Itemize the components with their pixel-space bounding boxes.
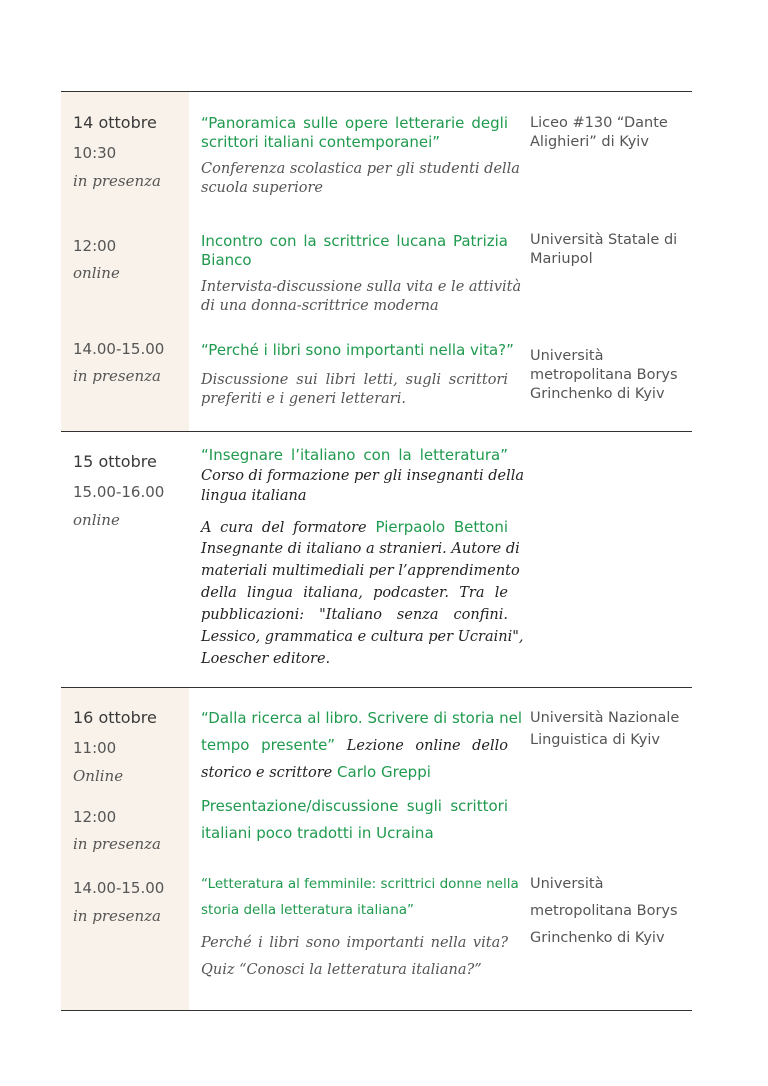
session-location-line: metropolitana Borys [530,903,678,919]
session-description-line: preferiti e i generi letterari. [201,391,406,407]
session-location-line: Mariupol [530,251,593,267]
session-title-line: scrittori italiani contemporanei” [201,133,441,151]
event-time: 10:30 [73,144,117,162]
event-mode: in presenza [73,907,161,925]
event-mode: in presenza [73,835,161,853]
session-description-line: Perché i libri sono importanti nella vita? [201,935,508,951]
session-location-line: Università [530,348,604,364]
row-divider-oct15 [61,431,692,432]
session-description-line: Corso di formazione per gli insegnanti della [201,468,525,484]
event-date: 14 ottobre [73,113,157,132]
event-time: 14.00-15.00 [73,879,165,897]
session-title-line: “Panoramica sulle opere letterarie degli [201,114,508,132]
session-title-line: “Letteratura al femminile: scrittrici donne nella [201,876,519,892]
event-time: 12:00 [73,237,117,255]
curator-bio-line: materiali multimediali per l’apprendimento [201,563,520,579]
session-description-line: Discussione sui libri letti, sugli scrittori [201,372,508,388]
session-title-line: Bianco [201,251,252,269]
event-date: 15 ottobre [73,452,157,471]
event-mode: Online [73,767,124,785]
curator-bio-line: Lessico, grammatica e cultura per Ucraini", [201,629,524,645]
session-title-line: italiani poco tradotti in Ucraina [201,824,434,842]
event-date: 16 ottobre [73,708,157,727]
session-location-line: Università Statale di [530,232,678,248]
session-location-line: Linguistica di Kyiv [530,732,660,748]
session-title-line: “Perché i libri sono importanti nella vita?” [201,341,514,359]
event-mode: in presenza [73,172,161,190]
session-description-line: Conferenza scolastica per gli studenti della [201,161,520,177]
event-time: 11:00 [73,739,117,757]
session-description: storico e scrittore [201,765,333,781]
session-description-line: scuola superiore [201,180,323,196]
session-description-line: di una donna-scrittrice moderna [201,298,439,314]
curator-bio-line: Insegnante di italiano a stranieri. Autore di [201,541,520,557]
curator-bio-line: della lingua italiana, podcaster. Tra le [201,585,508,601]
table-bottom-rule [61,1010,692,1011]
session-description-line: lingua italiana [201,488,307,504]
curator-name: Pierpaolo Bettoni [375,518,508,536]
session-location-line: Alighieri” di Kyiv [530,134,649,150]
session-author-line [201,762,431,783]
session-title-line: “Dalla ricerca al libro. Scrivere di storia nel [201,709,523,727]
curator-bio-line: Loescher editore. [201,651,331,667]
session-title-line: Presentazione/discussione sugli scrittori [201,797,508,815]
curator-prefix: A cura del formatore [201,520,367,536]
event-mode: online [73,264,120,282]
session-location-line: Grinchenko di Kyiv [530,930,665,946]
author-name: Carlo Greppi [337,763,431,781]
session-title-desc-line [201,735,508,756]
event-mode: online [73,511,120,529]
session-location-line: Università [530,876,604,892]
session-location-line: Grinchenko di Kyiv [530,386,665,402]
session-description-line: Quiz “Conosci la letteratura italiana?” [201,962,482,978]
session-location-line: metropolitana Borys [530,367,678,383]
event-time: 15.00-16.00 [73,483,165,501]
event-time: 12:00 [73,808,117,826]
session-title-line: Incontro con la scrittrice lucana Patrizia [201,232,508,250]
session-title-line: “Insegnare l’italiano con la letteratura” [201,446,508,464]
curator-line [201,517,508,538]
session-location-line: Università Nazionale [530,710,680,726]
session-location-line: Liceo #130 “Dante [530,115,668,131]
session-description-line: Intervista-discussione sulla vita e le attività [201,279,522,295]
curator-bio-line: pubblicazioni: "Italiano senza confini. [201,607,508,623]
session-title-end: tempo presente” [201,736,336,754]
event-mode: in presenza [73,367,161,385]
event-time: 14.00-15.00 [73,340,165,358]
session-title-line: storia della letteratura italiana” [201,902,415,918]
session-description: Lezione online dello [346,738,508,754]
